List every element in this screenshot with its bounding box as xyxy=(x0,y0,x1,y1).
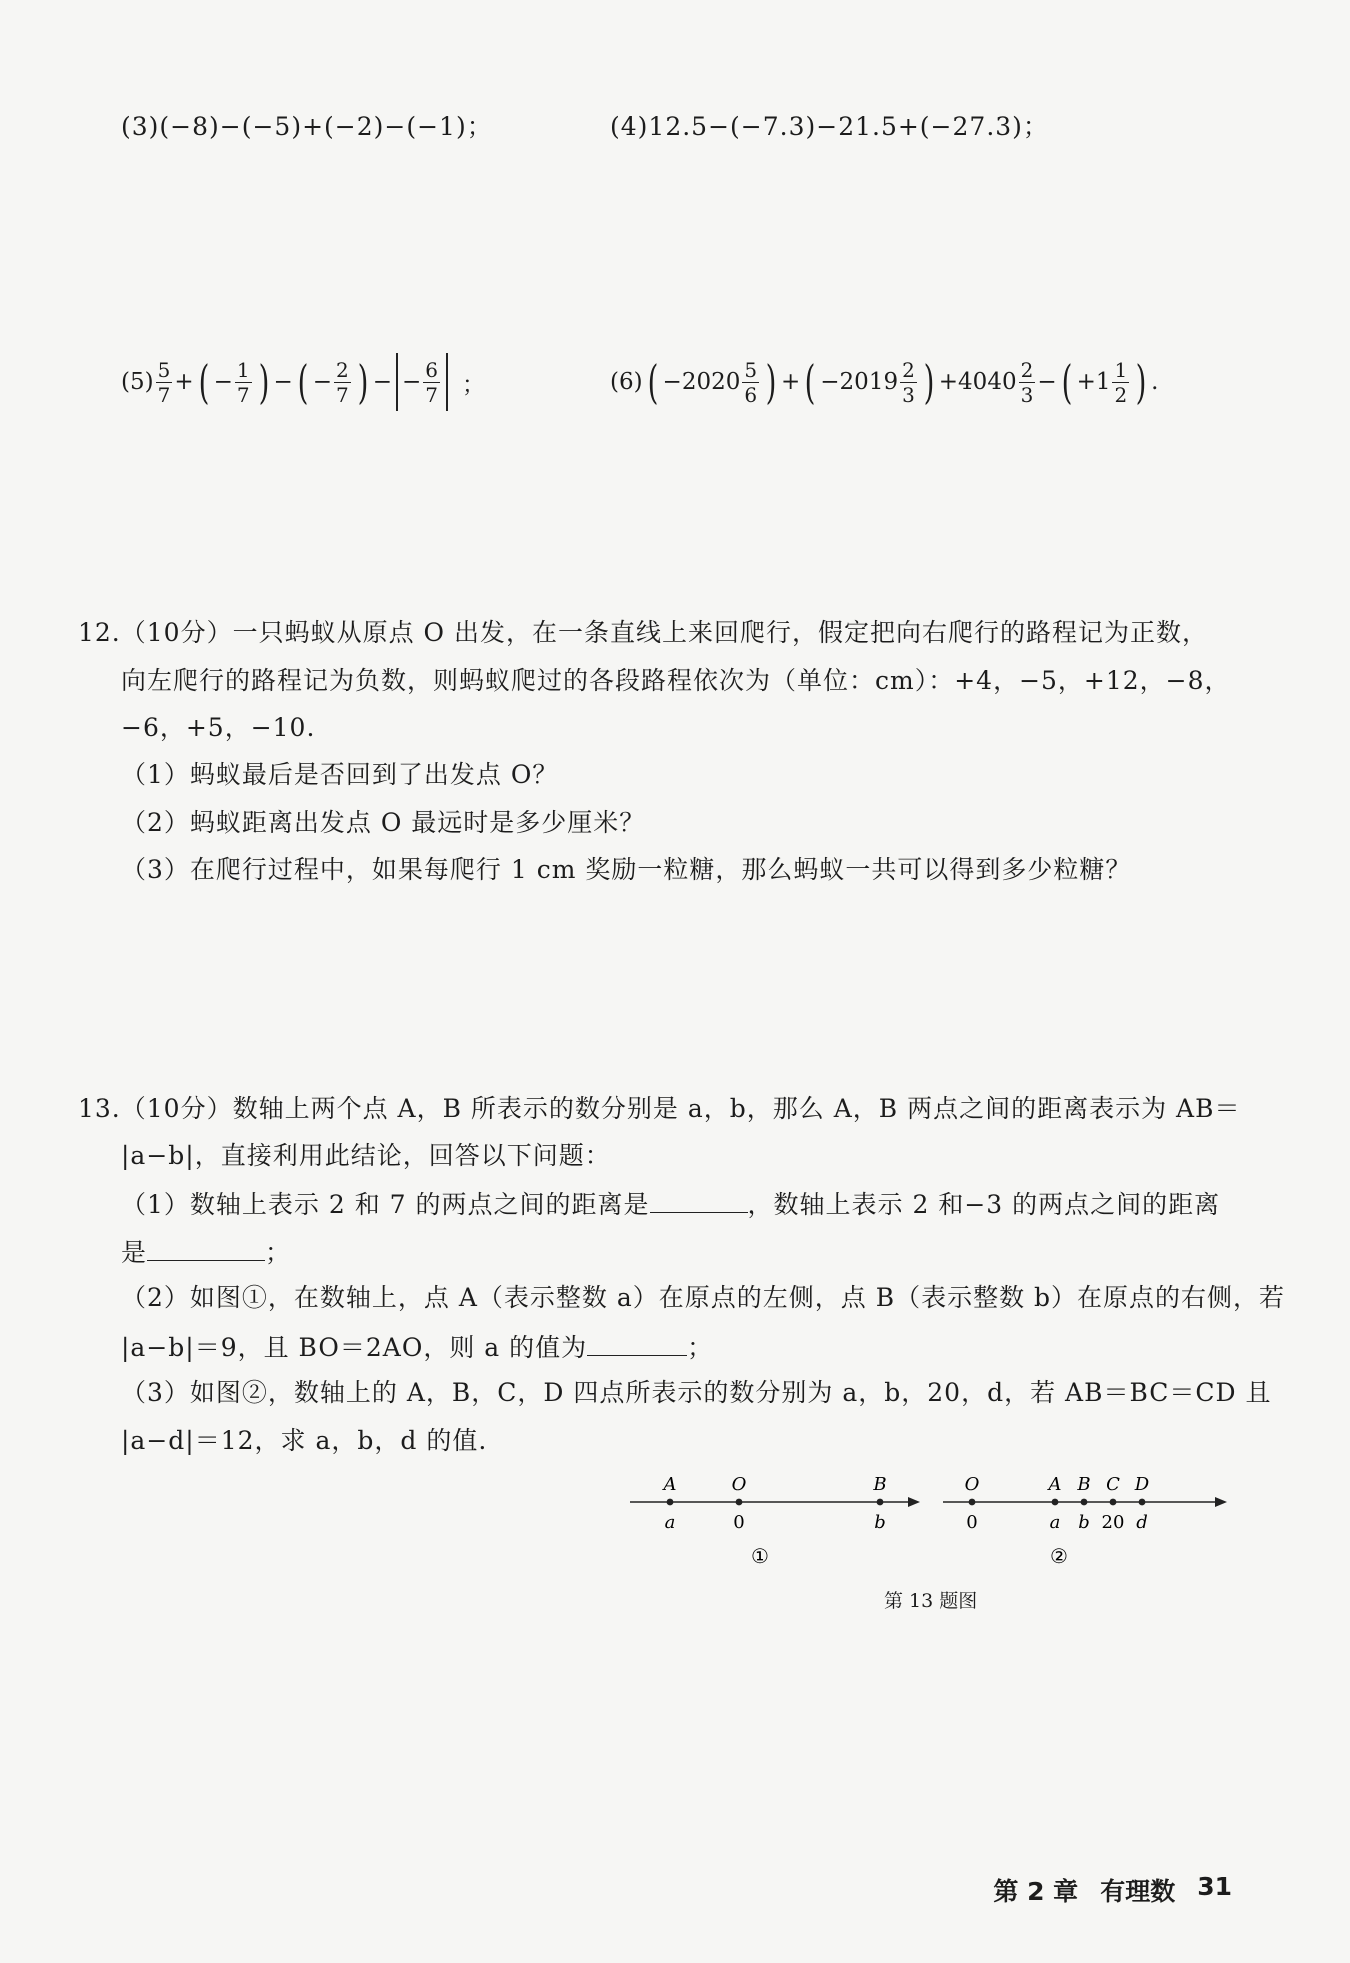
terminator: . xyxy=(1151,369,1159,395)
minus-sign: − xyxy=(312,369,333,395)
denominator: 3 xyxy=(902,382,915,407)
absolute-bar xyxy=(446,353,448,411)
exercise-4-expression: 12.5−(−7.3)−21.5+(−27.3)； xyxy=(648,112,1049,141)
q13-sub-3-cont: |a−d|＝12，求 a，b，d 的值. xyxy=(121,1426,488,1455)
figure-2-number: ② xyxy=(1050,1544,1068,1568)
fraction xyxy=(235,358,252,407)
figure-caption: 第 13 题图 xyxy=(884,1590,978,1612)
q12-line-2: 向左爬行的路程记为负数，则蚂蚁爬过的各段路程依次为（单位：cm）：+4，−5，+12，−8， xyxy=(121,666,1231,695)
minus-sign: − xyxy=(213,369,233,395)
point-b xyxy=(877,1499,884,1506)
q13-sub-1-text-a: （1）数轴上表示 2 和 7 的两点之间的距离是 xyxy=(121,1190,650,1219)
label-o: O xyxy=(731,1474,747,1495)
fraction xyxy=(156,358,173,407)
left-paren: ( xyxy=(297,355,309,409)
answer-blank[interactable] xyxy=(147,1234,265,1261)
exercise-6-label: (6) xyxy=(610,369,643,395)
point-c xyxy=(1110,1499,1117,1506)
exercise-6 xyxy=(610,352,1158,412)
fraction xyxy=(334,358,351,407)
exercise-5-label: (5) xyxy=(121,369,154,395)
label-o: O xyxy=(964,1474,980,1495)
point-o xyxy=(969,1499,976,1506)
point-b xyxy=(1081,1499,1088,1506)
numerator: 2 xyxy=(1020,357,1034,382)
value-zero: 0 xyxy=(733,1512,745,1533)
point-d xyxy=(1139,1499,1146,1506)
number-line-figure-1 xyxy=(620,1470,930,1580)
q12-line-1: 12.（10分）一只蚂蚁从原点 O 出发，在一条直线上来回爬行，假定把向右爬行的路程记为正数， xyxy=(78,618,1208,647)
fraction xyxy=(1112,358,1129,407)
q13-sub-1-text-c: 是 xyxy=(121,1238,148,1267)
q12-sub-1: （1）蚂蚁最后是否回到了出发点 O？ xyxy=(121,760,559,789)
operator: − xyxy=(372,369,393,395)
q13-sub-3: （3）如图②，数轴上的 A，B，C，D 四点所表示的数分别为 a，b，20，d，若 AB＝BC＝CD 且 xyxy=(121,1378,1272,1407)
value-b: b xyxy=(874,1512,886,1533)
label-a-upper: A xyxy=(663,1474,677,1495)
denominator: 7 xyxy=(157,382,171,407)
terminator: ； xyxy=(462,371,486,398)
footer-title: 有理数 xyxy=(1100,1877,1176,1906)
value-b: b xyxy=(1078,1512,1090,1533)
value-twenty: 20 xyxy=(1101,1512,1125,1533)
right-paren: ) xyxy=(357,355,369,409)
operator: + xyxy=(174,369,194,395)
number-line-figure-2 xyxy=(935,1470,1240,1580)
numerator: 5 xyxy=(157,357,171,382)
numerator: 6 xyxy=(425,357,439,382)
q13-sub-1-text-b: ，数轴上表示 2 和−3 的两点之间的距离 xyxy=(747,1190,1221,1219)
numerator: 1 xyxy=(236,357,250,382)
label-a-upper: A xyxy=(1048,1474,1062,1495)
figure-1-number: ① xyxy=(751,1544,769,1568)
value-zero: 0 xyxy=(966,1512,978,1533)
exercise-4 xyxy=(610,110,1049,144)
value-a: a xyxy=(664,1512,676,1533)
q13-sub-2-cont xyxy=(121,1329,713,1365)
denominator: 7 xyxy=(236,382,250,407)
left-paren: ( xyxy=(1061,355,1072,409)
denominator: 7 xyxy=(425,382,439,407)
axis-arrow xyxy=(1215,1497,1227,1507)
denominator: 3 xyxy=(1020,382,1034,407)
integer-part: −2019 xyxy=(820,369,899,395)
q13-sub-2: （2）如图①，在数轴上，点 A（表示整数 a）在原点的左侧，点 B（表示整数 b）在原点的右侧，若 xyxy=(121,1283,1286,1312)
q13-sub-1 xyxy=(121,1186,1220,1222)
right-paren: ) xyxy=(765,355,777,409)
right-paren: ) xyxy=(923,355,935,409)
q12-sub-2: （2）蚂蚁距离出发点 O 最远时是多少厘米？ xyxy=(121,808,646,837)
exercise-5 xyxy=(121,352,485,412)
denominator: 7 xyxy=(336,382,349,407)
exercise-3 xyxy=(121,110,493,144)
q13-sub-2-text-b: |a−b|＝9，且 BO＝2AO，则 a 的值为 xyxy=(121,1333,588,1362)
numerator: 2 xyxy=(902,357,915,382)
integer-part: +4040 xyxy=(938,369,1017,395)
label-c-upper: C xyxy=(1106,1474,1120,1495)
point-o xyxy=(736,1499,743,1506)
right-paren: ) xyxy=(1135,355,1147,409)
denominator: 2 xyxy=(1114,382,1128,407)
value-a: a xyxy=(1049,1512,1061,1533)
absolute-bar xyxy=(396,353,398,411)
q13-sub-1-text-d: ； xyxy=(265,1238,292,1267)
q12-line-3: −6，+5，−10. xyxy=(121,713,316,742)
page-footer xyxy=(993,1872,1232,1908)
point-a xyxy=(1052,1499,1059,1506)
footer-chapter: 第 2 章 xyxy=(993,1877,1079,1906)
right-paren: ) xyxy=(258,355,269,409)
operator: + xyxy=(781,369,801,395)
left-paren: ( xyxy=(198,355,209,409)
answer-blank[interactable] xyxy=(650,1186,748,1213)
exercise-4-label: (4) xyxy=(610,112,649,141)
page-number: 31 xyxy=(1197,1872,1232,1901)
operator: − xyxy=(273,369,293,395)
left-paren: ( xyxy=(804,355,816,409)
q13-sub-1-cont xyxy=(121,1234,291,1270)
integer-part: −2020 xyxy=(662,369,741,395)
exercise-3-expression: (−8)−(−5)+(−2)−(−1)； xyxy=(159,112,493,141)
answer-blank[interactable] xyxy=(587,1329,687,1356)
label-b-upper: B xyxy=(1077,1474,1091,1495)
fraction xyxy=(742,358,759,407)
point-a xyxy=(667,1499,674,1506)
axis-arrow xyxy=(908,1497,920,1507)
fraction xyxy=(1019,358,1036,407)
exercise-3-label: (3) xyxy=(121,112,160,141)
denominator: 6 xyxy=(744,382,758,407)
q13-line-2: |a−b|，直接利用此结论，回答以下问题： xyxy=(121,1141,611,1170)
numerator: 5 xyxy=(744,357,758,382)
integer-part: +1 xyxy=(1076,369,1111,395)
label-d-upper: D xyxy=(1134,1474,1150,1495)
fraction xyxy=(900,358,917,407)
label-b-upper: B xyxy=(873,1474,887,1495)
left-paren: ( xyxy=(647,355,658,409)
operator: − xyxy=(1037,369,1057,395)
q13-sub-2-text-c: ； xyxy=(687,1333,714,1362)
q13-line-1: 13.（10分）数轴上两个点 A，B 所表示的数分别是 a，b，那么 A，B 两点之间的距离表示为 AB＝ xyxy=(78,1094,1241,1123)
fraction xyxy=(423,358,440,407)
numerator: 1 xyxy=(1114,357,1128,382)
q12-sub-3: （3）在爬行过程中，如果每爬行 1 cm 奖励一粒糖，那么蚂蚁一共可以得到多少粒糖？ xyxy=(121,855,1132,884)
minus-sign: − xyxy=(402,369,422,395)
value-d: d xyxy=(1136,1512,1148,1533)
numerator: 2 xyxy=(336,357,349,382)
